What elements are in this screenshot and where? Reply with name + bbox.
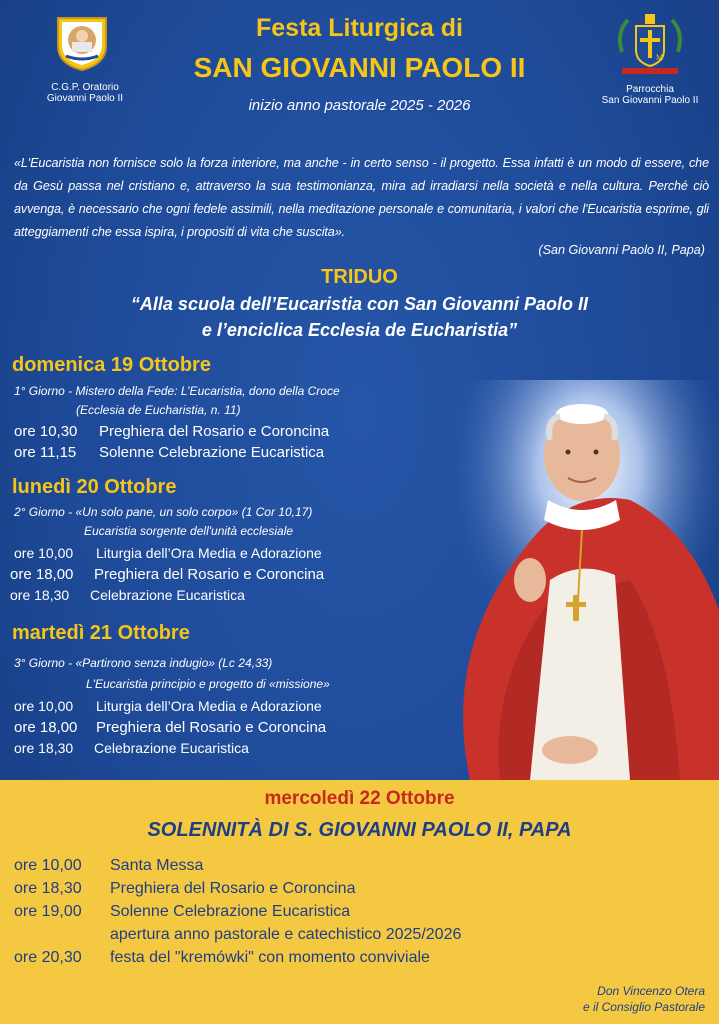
event-time: ore 10,30	[14, 423, 78, 440]
day2-note-prefix: 2° Giorno -	[14, 505, 76, 519]
day3-title: martedì 21 Ottobre	[12, 622, 190, 644]
event-time: ore 19,00	[14, 903, 82, 920]
wed-event1	[14, 857, 203, 875]
day3-event2	[14, 719, 326, 736]
day2-note-line2: Eucaristia sorgente dell'unità ecclesiale	[84, 524, 294, 538]
day1-title: domenica 19 Ottobre	[12, 354, 211, 376]
day3-event3	[14, 740, 249, 756]
event-time: ore 10,00	[14, 545, 74, 561]
day3-note-text: «Partirono senza indugio» (Lc 24,33)	[75, 656, 273, 670]
triduo-heading: TRIDUO	[321, 266, 398, 288]
event-label: Celebrazione Eucaristica	[94, 740, 249, 756]
day2-event2	[10, 566, 324, 583]
event-time: ore 11,15	[14, 444, 77, 461]
title-line1: Festa Liturgica di	[256, 14, 463, 42]
event-label: Celebrazione Eucaristica	[90, 587, 245, 603]
triduo-theme-line1: “Alla scuola dell’Eucaristia con San Giovanni Paolo II	[130, 294, 589, 314]
parish-caption-line1: Parrocchia	[626, 84, 674, 95]
day3-note-line2: L'Eucaristia principio e progetto di «missione»	[86, 677, 330, 691]
quote-citation: (San Giovanni Paolo II, Papa)	[538, 243, 705, 257]
event-label: Preghiera del Rosario e Coroncina	[110, 880, 356, 897]
event-label: Preghiera del Rosario e Coroncina	[96, 719, 327, 736]
day1-event1	[14, 423, 329, 440]
event-label: Liturgia dell’Ora Media e Adorazione	[96, 698, 322, 714]
day2-event3	[10, 587, 245, 603]
event-label: festa del "kremówki" con momento conviviale	[110, 949, 430, 966]
event-label: Solenne Celebrazione Eucaristica	[99, 444, 325, 461]
quote-text: «L'Eucaristia non fornisce solo la forza interiore, ma anche - in certo senso - il progetto. Essa infatti è un modo di essere, che da Gesù passa nel cristiano e, attraverso la sua testimonianza, mira ad irradiarsi nella società e nella cultura. Perché ciò avvenga, è necessario che ogni fedele assimili, nella meditazione personale e comunitaria, i valori che l'Eucaristia esprime, gli atteggiamenti che essa ispira, i propositi di vita che suscita».	[14, 156, 709, 239]
parish-caption-line2: San Giovanni Paolo II	[601, 95, 699, 106]
day3-note-line1	[14, 656, 272, 670]
day3-note-prefix: 3° Giorno -	[14, 656, 76, 670]
event-time: ore 18,00	[10, 566, 74, 583]
pope-photo	[430, 380, 719, 780]
oratorio-caption-line1: C.G.P. Oratorio	[51, 82, 119, 93]
oratorio-caption-line2: Giovanni Paolo II	[46, 93, 124, 104]
day2-note-text: «Un solo pane, un solo corpo» (1 Cor 10,17)	[75, 505, 313, 519]
day1-note-line1	[14, 384, 340, 398]
day1-event2	[14, 444, 324, 461]
wed-event3	[14, 903, 350, 921]
signature-line2: e il Consiglio Pastorale	[582, 1000, 705, 1014]
event-time: ore 10,00	[14, 857, 82, 874]
event-label: apertura anno pastorale e catechistico 2025/2026	[110, 926, 462, 943]
day2-title: lunedì 20 Ottobre	[12, 476, 177, 498]
signature-line1: Don Vincenzo Otera	[597, 984, 705, 998]
event-label: Liturgia dell’Ora Media e Adorazione	[96, 545, 322, 561]
event-time: ore 18,00	[14, 719, 78, 736]
solemnity-heading: SOLENNITÀ DI S. GIOVANNI PAOLO II, PAPA	[147, 819, 572, 841]
title-line2: SAN GIOVANNI PAOLO II	[193, 52, 526, 83]
event-time: ore 18,30	[14, 740, 74, 756]
triduo-theme-line2: e l’enciclica Ecclesia de Eucharistia”	[201, 320, 518, 340]
event-label: Solenne Celebrazione Eucaristica	[110, 903, 351, 920]
day3-event1	[14, 698, 322, 714]
event-label: Santa Messa	[110, 857, 204, 874]
subtitle: inizio anno pastorale 2025 - 2026	[248, 97, 471, 114]
wed-event2	[14, 880, 355, 898]
event-time: ore 20,30	[14, 949, 82, 966]
wednesday-title: mercoledì 22 Ottobre	[264, 788, 455, 809]
event-time: ore 18,30	[10, 587, 70, 603]
svg-text:M: M	[656, 53, 664, 62]
day1-note-prefix: 1° Giorno -	[14, 384, 76, 398]
event-time: ore 18,30	[14, 880, 82, 897]
day2-note-line1	[14, 505, 312, 519]
event-label: Preghiera del Rosario e Coroncina	[99, 423, 330, 440]
wed-event4	[14, 926, 461, 944]
wed-event5	[14, 949, 430, 967]
event-label: Preghiera del Rosario e Coroncina	[94, 566, 325, 583]
day2-event1	[14, 545, 322, 561]
day1-note-line2: (Ecclesia de Eucharistia, n. 11)	[76, 403, 241, 417]
event-time: ore 10,00	[14, 698, 74, 714]
day1-note-text: Mistero della Fede: L’Eucaristia, dono della Croce	[75, 384, 340, 398]
